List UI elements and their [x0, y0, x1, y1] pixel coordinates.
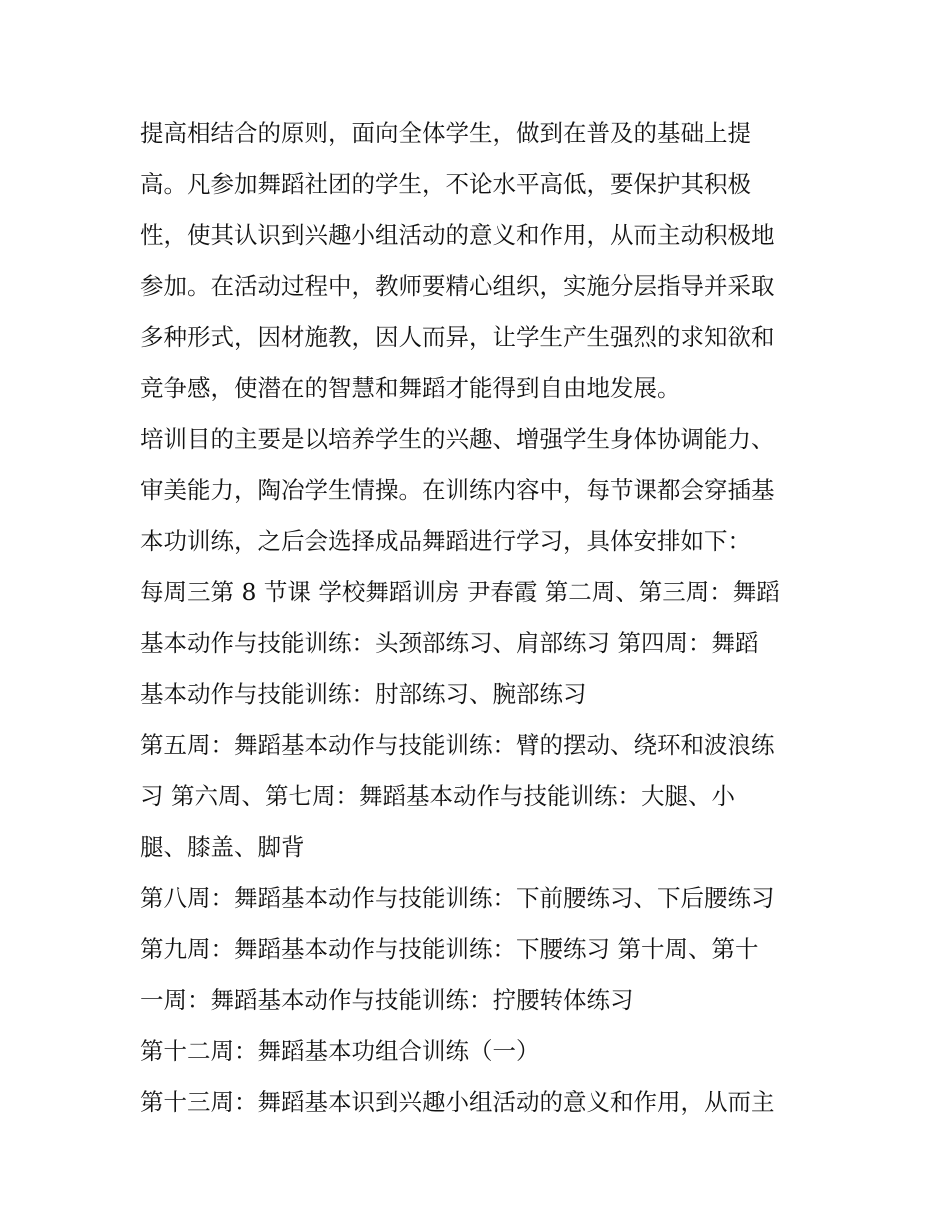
text-line: 参加。在活动过程中，教师要精心组织，实施分层指导并采取 [140, 272, 775, 300]
text-line: 第五周：舞蹈基本动作与技能训练：臂的摆动、绕环和波浪练 [140, 731, 775, 759]
text-line: 第八周：舞蹈基本动作与技能训练：下前腰练习、下后腰练习 [140, 884, 775, 912]
text-line: 审美能力，陶冶学生情操。在训练内容中，每节课都会穿插基 [140, 476, 775, 504]
text-line: 基本动作与技能训练：头颈部练习、肩部练习 第四周：舞蹈 [140, 629, 759, 657]
text-line: 每周三第 8 节课 学校舞蹈训房 尹春霞 第二周、第三周：舞蹈 [140, 578, 780, 606]
text-line: 竞争感，使潜在的智慧和舞蹈才能得到自由地发展。 [140, 374, 681, 402]
text-line: 多种形式，因材施教，因人而异，让学生产生强烈的求知欲和 [140, 323, 775, 351]
document-body [140, 108, 820, 1128]
text-line: 第十三周：舞蹈基本识到兴趣小组活动的意义和作用，从而主 [140, 1088, 775, 1116]
text-line: 本功训练，之后会选择成品舞蹈进行学习，具体安排如下： [140, 527, 751, 555]
text-line: 第十二周：舞蹈基本功组合训练（一） [140, 1037, 540, 1065]
text-line: 基本动作与技能训练：肘部练习、腕部练习 [140, 680, 587, 708]
text-line: 性，使其认识到兴趣小组活动的意义和作用，从而主动积极地 [140, 221, 775, 249]
text-line: 培训目的主要是以培养学生的兴趣、增强学生身体协调能力、 [140, 425, 775, 453]
text-line: 提高相结合的原则，面向全体学生，做到在普及的基础上提 [140, 119, 751, 147]
text-line: 腿、膝盖、脚背 [140, 833, 305, 861]
text-line: 一周：舞蹈基本动作与技能训练：拧腰转体练习 [140, 986, 634, 1014]
text-line: 习 第六周、第七周：舞蹈基本动作与技能训练：大腿、小 [140, 782, 735, 810]
text-line: 第九周：舞蹈基本动作与技能训练：下腰练习 第十周、第十 [140, 935, 759, 963]
text-line: 高。凡参加舞蹈社团的学生，不论水平高低，要保护其积极 [140, 170, 751, 198]
